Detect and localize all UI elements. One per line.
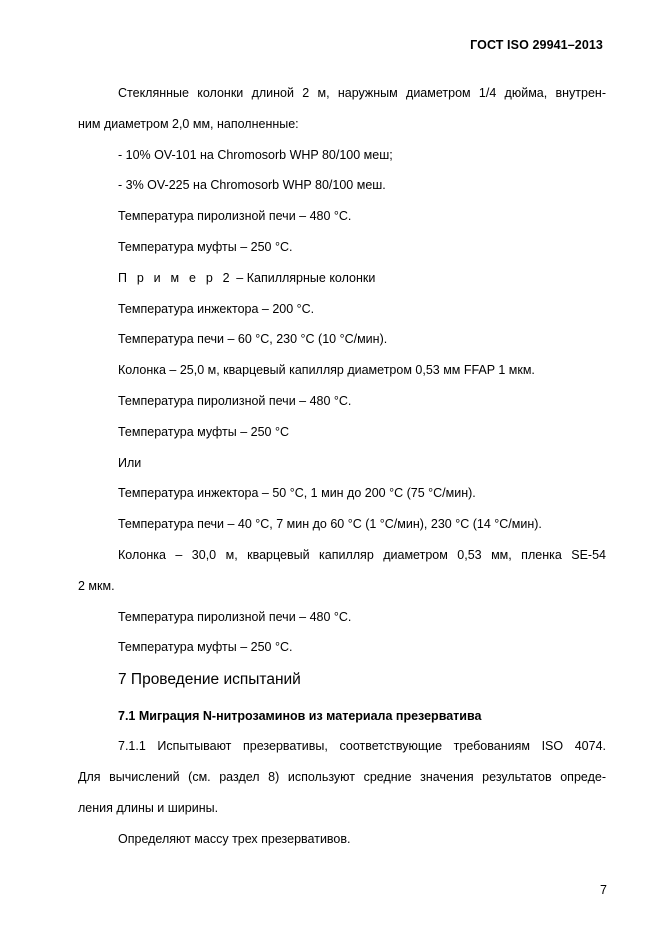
paragraph: Температура муфты – 250 °С.: [118, 640, 293, 655]
paragraph: Колонка – 25,0 м, кварцевый капилляр диаметром 0,53 мм FFAP 1 мкм.: [118, 363, 535, 378]
paragraph-line: 7.1.1 Испытывают презервативы, соответствующие требованиям ISO 4074.: [118, 739, 606, 754]
document-header: ГОСТ ISO 29941–2013: [470, 38, 603, 52]
paragraph: Температура муфты – 250 °С: [118, 424, 289, 439]
paragraph: Определяют массу трех презервативов.: [118, 831, 351, 846]
example-label: П р и м е р 2: [118, 270, 233, 285]
subsection-heading: 7.1 Миграция N-нитрозаминов из материала презерватива: [118, 709, 482, 724]
paragraph: Или: [118, 455, 142, 470]
paragraph: Температура печи – 40 °С, 7 мин до 60 °С (1 °С/мин), 230 °С (14 °С/мин).: [118, 517, 542, 532]
section-heading: 7 Проведение испытаний: [118, 671, 301, 689]
page-number: 7: [600, 883, 607, 897]
paragraph-line: Для вычислений (см. раздел 8) используют средние значения результатов опреде-: [78, 769, 606, 784]
paragraph-line: Стеклянные колонки длиной 2 м, наружным диаметром 1/4 дюйма, внутрен-: [118, 86, 606, 100]
paragraph: Температура муфты – 250 °С.: [118, 239, 293, 254]
paragraph-line: 2 мкм.: [78, 578, 115, 593]
paragraph: Температура печи – 60 °С, 230 °С (10 °С/мин).: [118, 332, 388, 347]
example-text: – Капиллярные колонки: [232, 270, 376, 285]
paragraph-line: ления длины и ширины.: [78, 800, 219, 815]
paragraph: Температура инжектора – 200 °С.: [118, 301, 315, 316]
paragraph-line: ним диаметром 2,0 мм, наполненные:: [78, 116, 299, 131]
paragraph: Температура инжектора – 50 °С, 1 мин до 200 °С (75 °С/мин).: [118, 486, 476, 501]
list-item: - 10% OV-101 на Chromosorb WHP 80/100 меш;: [118, 147, 393, 162]
paragraph: Температура пиролизной печи – 480 °С.: [118, 393, 352, 408]
page-body: [78, 78, 606, 854]
paragraph-line: Колонка – 30,0 м, кварцевый капилляр диаметром 0,53 мм, пленка SE-54: [118, 547, 606, 562]
paragraph: Температура пиролизной печи – 480 °С.: [118, 609, 352, 624]
example-paragraph: [78, 263, 606, 294]
paragraph: Температура пиролизной печи – 480 °С.: [118, 209, 352, 224]
list-item: - 3% OV-225 на Chromosorb WHP 80/100 меш.: [118, 178, 386, 193]
